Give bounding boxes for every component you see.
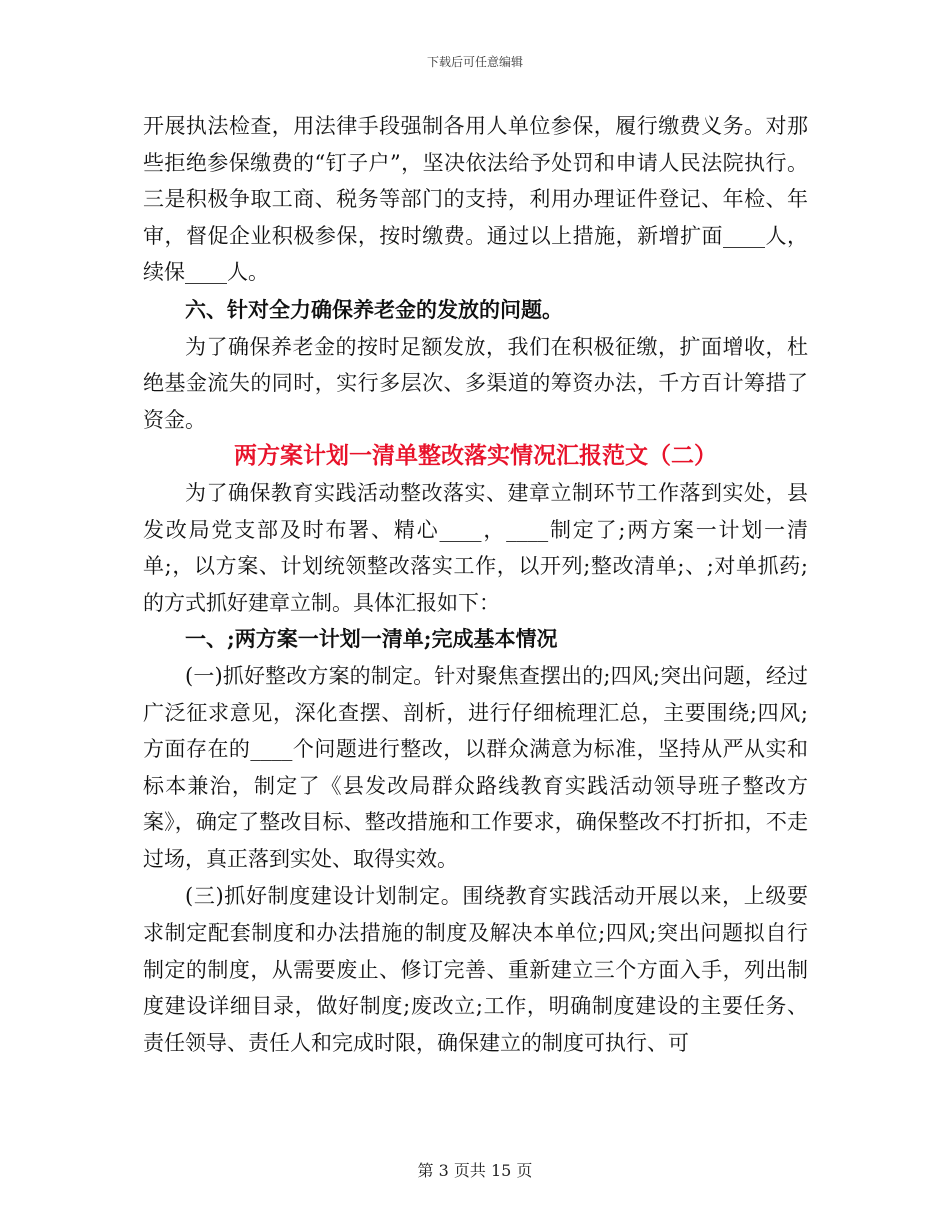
document-title: 两方案计划一清单整改落实情况汇报范文（二）	[234, 442, 717, 470]
document-body	[143, 108, 808, 1061]
paragraph-enforcement: 开展执法检查，用法律手段强制各用人单位参保，履行缴费义务。对那些拒绝参保缴费的“钉子户”，坚决依法给予处罚和申请人民法院执行。三是积极争取工商、税务等部门的支持，利用办理证件登记、年检、年审，督促企业积极参保，按时缴费。通过以上措施，新增扩面____人，续保____人。	[143, 114, 808, 285]
page-footer-number: 第 3 页共 15 页	[417, 1161, 533, 1180]
section-heading-pension: 六、针对全力确保养老金的发放的问题。	[185, 296, 563, 322]
paragraph-plan: (一)抓好整改方案的制定。针对聚焦查摆出的;四风;突出问题，经过广泛征求意见，深化查摆、剖析，进行仔细梳理汇总，主要围绕;四风;方面存在的____个问题进行整改，以群众满意为标准，坚持从严从实和标本兼治，制定了《县发改局群众路线教育实践活动领导班子整改方案》，确定了整改目标、整改措施和工作要求，确保整改不打折扣，不走过场，真正落到实处、取得实效。	[143, 663, 808, 871]
paragraph-system-building: (三)抓好制度建设计划制定。围绕教育实践活动开展以来，上级要求制定配套制度和办法措施的制度及解决本单位;四风;突出问题拟自行制定的制度，从需要废止、修订完善、重新建立三个方面入手，列出制度建设详细目录，做好制度;废改立;工作，明确制度建设的主要任务、责任领导、责任人和完成时限，确保建立的制度可执行、可	[143, 884, 808, 1055]
paragraph-intro: 为了确保教育实践活动整改落实、建章立制环节工作落到实处，县发改局党支部及时布署、精心____，____制定了;两方案一计划一清单;，以方案、计划统领整改落实工作，以开列;整改清单;、;对单抓药;的方式抓好建章立制。具体汇报如下：	[143, 480, 808, 615]
section-heading-overview: 一、;两方案一计划一清单;完成基本情况	[185, 626, 558, 652]
paragraph-pension: 为了确保养老金的按时足额发放，我们在积极征缴，扩面增收，杜绝基金流失的同时，实行多层次、多渠道的筹资办法，千方百计筹措了资金。	[143, 334, 808, 432]
page-header-note: 下载后可任意编辑	[426, 55, 523, 69]
